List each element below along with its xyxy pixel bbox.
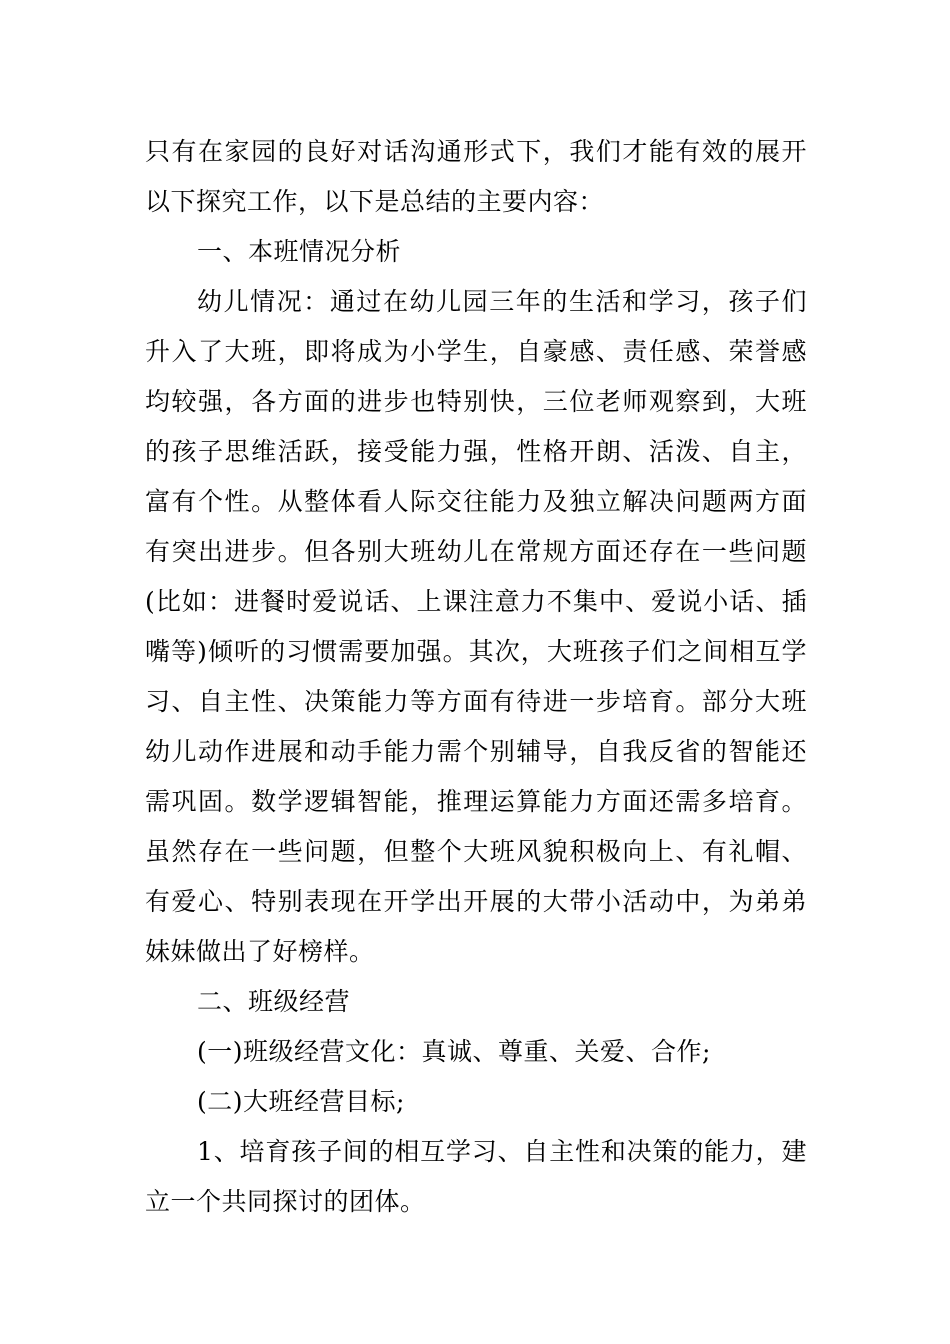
paragraph-intro: 只有在家园的良好对话沟通形式下，我们才能有效的展开以下探究工作，以下是总结的主要内容： [145, 137, 807, 216]
section-heading-class-management: 二、班级经营 [197, 987, 351, 1016]
subheading-management-goals: (二)大班经营目标; [197, 1087, 405, 1116]
goal-item-1: 1、培育孩子间的相互学习、自主性和决策的能力，建立一个共同探讨的团体。 [145, 1137, 807, 1216]
section-heading-class-analysis: 一、本班情况分析 [197, 237, 402, 266]
document-body [145, 127, 807, 1227]
subheading-management-culture: (一)班级经营文化：真诚、尊重、关爱、合作; [197, 1037, 711, 1066]
paragraph-children-situation: 幼儿情况：通过在幼儿园三年的生活和学习，孩子们升入了大班，即将成为小学生，自豪感、责任感、荣誉感均较强，各方面的进步也特别快，三位老师观察到，大班的孩子思维活跃，接受能力强，性格开朗、活泼、自主，富有个性。从整体看人际交往能力及独立解决问题两方面有突出进步。但各别大班幼儿在常规方面还存在一些问题(比如：进餐时爱说话、上课注意力不集中、爱说小话、插嘴等)倾听的习惯需要加强。其次，大班孩子们之间相互学习、自主性、决策能力等方面有待进一步培育。部分大班幼儿动作进展和动手能力需个别辅导，自我反省的智能还需巩固。数学逻辑智能，推理运算能力方面还需多培育。虽然存在一些问题，但整个大班风貌积极向上、有礼帽、有爱心、特别表现在开学出开展的大带小活动中，为弟弟妹妹做出了好榜样。 [145, 287, 807, 966]
